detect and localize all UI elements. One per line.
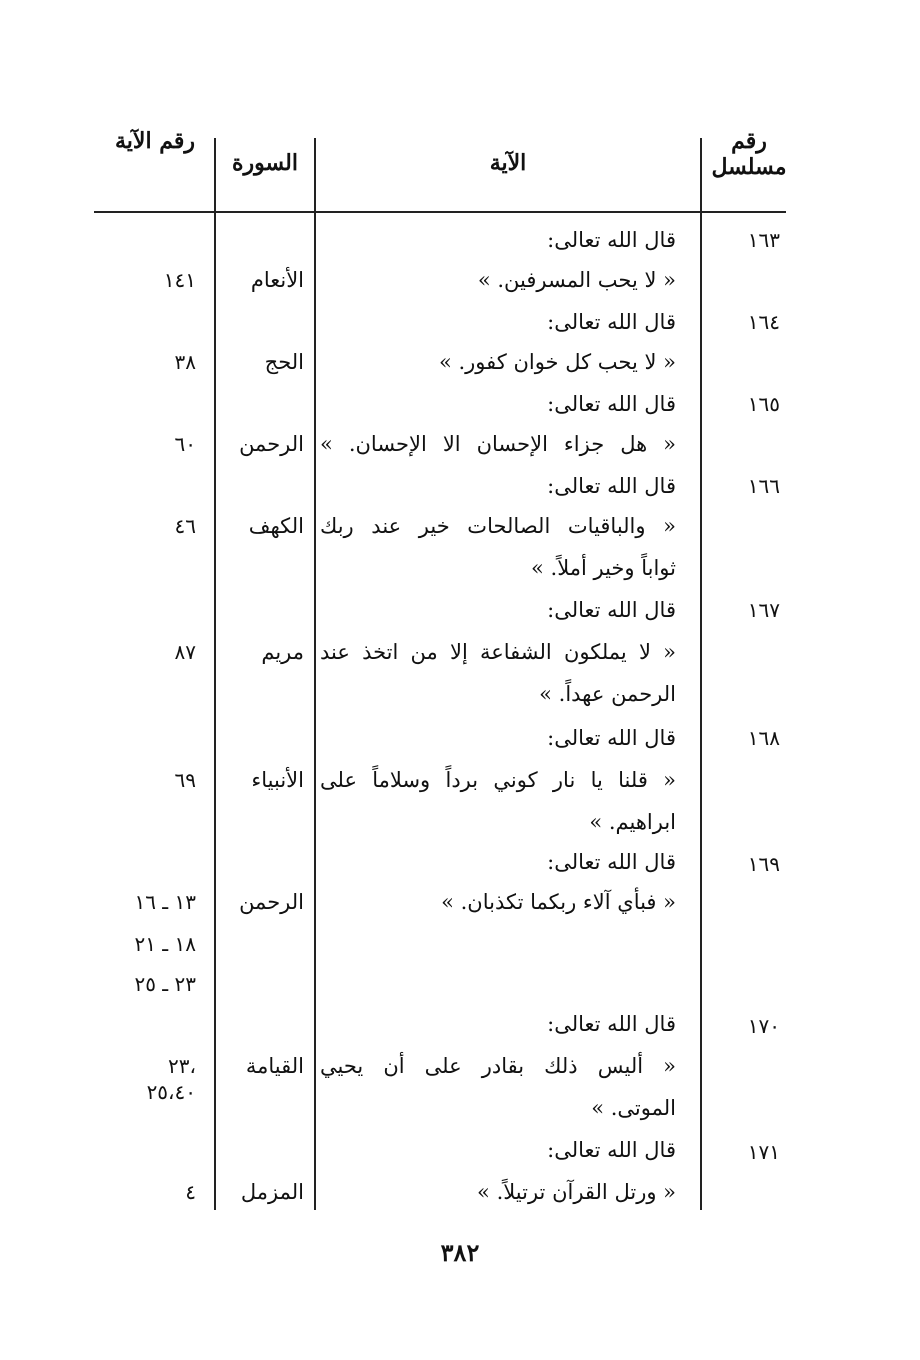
column-rule-serial (700, 138, 702, 1210)
row-surah: الأنعام (250, 268, 304, 292)
row-ayah-number: ،٢٣ (168, 1054, 196, 1078)
row-surah: الحج (264, 350, 304, 374)
header-rule (94, 211, 786, 213)
row-ayah-line: « والباقيات الصالحات خير عند ربك (320, 514, 676, 538)
row-ayah-number: ١٣ ـ ١٦ (134, 890, 196, 914)
row-serial: ١٧١ (747, 1140, 780, 1164)
row-ayah-number: ٤٦ (174, 514, 196, 538)
row-serial: ١٦٧ (747, 598, 780, 622)
row-intro: قال الله تعالى: (547, 1138, 676, 1162)
row-ayah-line: « لا يملكون الشفاعة إلا من اتخذ عند (320, 640, 676, 664)
row-ayah-number: ٦٠ (174, 432, 196, 456)
row-ayah-number: ٣٨ (174, 350, 196, 374)
row-serial: ١٧٠ (747, 1014, 780, 1038)
row-intro: قال الله تعالى: (547, 310, 676, 334)
row-intro: قال الله تعالى: (547, 228, 676, 252)
row-intro: قال الله تعالى: (547, 850, 676, 874)
row-serial: ١٦٩ (747, 852, 780, 876)
row-ayah-number: ٢٥،٤٠ (146, 1080, 196, 1104)
row-ayah-line: « قلنا يا نار كوني برداً وسلاماً على (320, 768, 676, 792)
header-ayah-number: رقم الآية (114, 128, 196, 154)
row-serial: ١٦٥ (747, 392, 780, 416)
row-intro: قال الله تعالى: (547, 474, 676, 498)
row-serial: ١٦٣ (747, 228, 780, 252)
row-ayah-line: « هل جزاء الإحسان الا الإحسان. » (320, 432, 676, 456)
header-surah: السورة (232, 150, 298, 176)
page-number: ٣٨٢ (440, 1238, 480, 1267)
row-ayah-line: « لا يحب المسرفين. » (477, 268, 676, 292)
row-ayah-line: الموتى. » (591, 1096, 676, 1120)
row-surah: الرحمن (239, 432, 304, 456)
row-ayah-number: ٨٧ (174, 640, 196, 664)
row-ayah-line: ابراهيم. » (589, 810, 676, 834)
row-intro: قال الله تعالى: (547, 392, 676, 416)
row-serial: ١٦٤ (747, 310, 780, 334)
row-ayah-line: « أليس ذلك بقادر على أن يحيي (320, 1054, 676, 1078)
column-rule-ayah (314, 138, 316, 1210)
row-ayah-line: ثواباً وخير أملاً. » (531, 556, 676, 580)
row-ayah-line: « ورتل القرآن ترتيلاً. » (477, 1180, 676, 1204)
row-serial: ١٦٦ (747, 474, 780, 498)
row-ayah-number: ٢٣ ـ ٢٥ (134, 972, 196, 996)
row-intro: قال الله تعالى: (547, 598, 676, 622)
row-ayah-line: « فبأي آلاء ربكما تكذبان. » (441, 890, 676, 914)
row-surah: الأنبياء (251, 768, 304, 792)
row-ayah-number: ١٨ ـ ٢١ (134, 932, 196, 956)
row-ayah-line: « لا يحب كل خوان كفور. » (438, 350, 676, 374)
row-ayah-number: ٦٩ (174, 768, 196, 792)
header-ayah: الآية (489, 150, 527, 176)
row-ayah-line: الرحمن عهداً. » (539, 682, 676, 706)
row-ayah-number: ٤ (185, 1180, 196, 1204)
row-surah: الكهف (248, 514, 304, 538)
row-surah: مريم (261, 640, 304, 664)
header-serial: رقم مسلسل (711, 128, 787, 181)
row-intro: قال الله تعالى: (547, 1012, 676, 1036)
row-serial: ١٦٨ (747, 726, 780, 750)
row-intro: قال الله تعالى: (547, 726, 676, 750)
row-surah: الرحمن (239, 890, 304, 914)
row-surah: المزمل (240, 1180, 304, 1204)
column-rule-surah (214, 138, 216, 1210)
row-surah: القيامة (245, 1054, 304, 1078)
row-ayah-number: ١٤١ (163, 268, 196, 292)
